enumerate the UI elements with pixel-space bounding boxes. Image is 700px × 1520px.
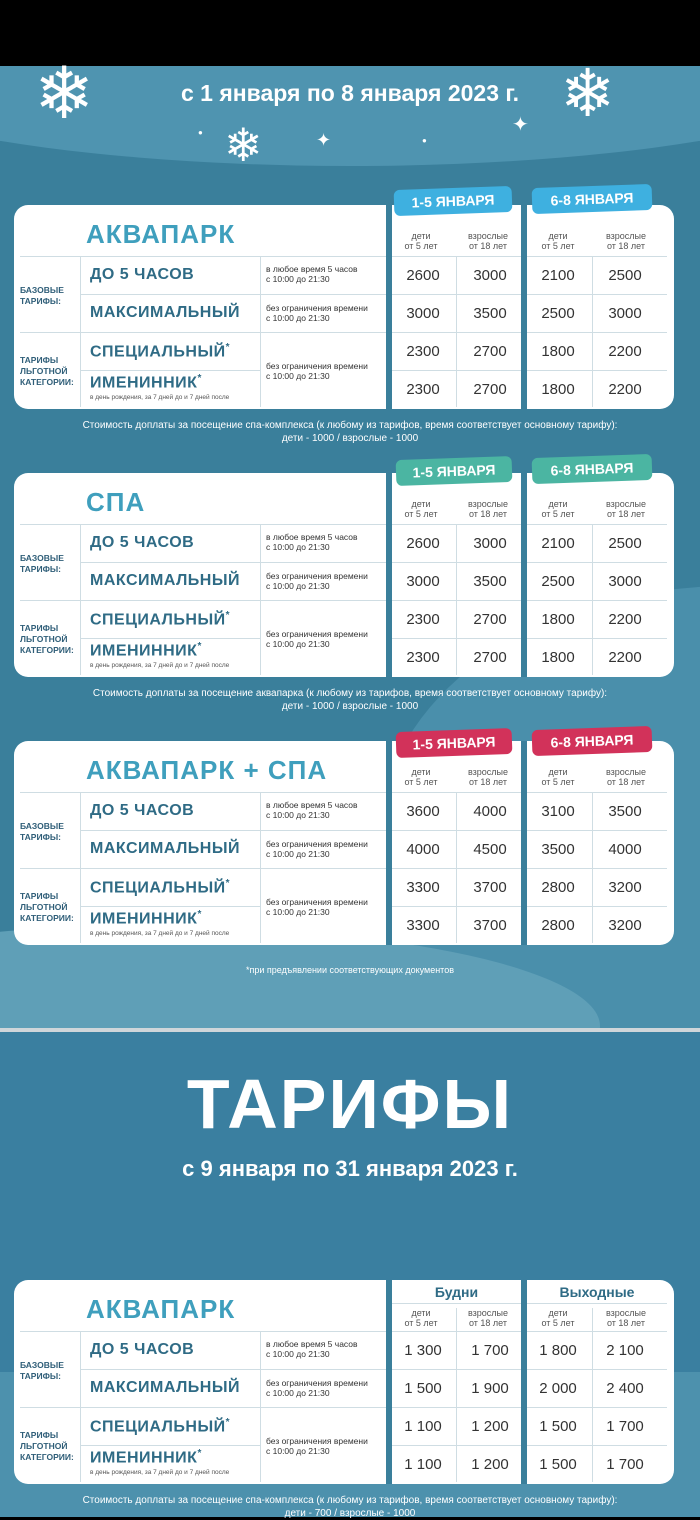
sparkle-icon: ✦ xyxy=(512,114,529,136)
adults-column-header: взрослые от 18 лет xyxy=(467,1308,509,1328)
aquapark-tariff-card xyxy=(14,205,674,409)
group-label-preferential: ТАРИФЫ ЛЬГОТНОЙ КАТЕГОРИИ: xyxy=(20,891,74,923)
card-title: АКВАПАРК xyxy=(86,219,236,249)
period-tag: 6-8 ЯНВАРЯ xyxy=(532,454,653,484)
extra-fee-prices: дети - 700 / взрослые - 1000 xyxy=(284,1508,416,1519)
row-label: ИМЕНИННИК* xyxy=(90,373,202,392)
row-description: без ограничения времени с 10:00 до 21:30 xyxy=(266,361,368,381)
row-description: без ограничения времени с 10:00 до 21:30 xyxy=(266,303,368,323)
adults-column-header: взрослые от 18 лет xyxy=(467,767,509,787)
price-cell: 1 900 xyxy=(471,1380,509,1397)
price-cell: 3500 xyxy=(473,305,507,322)
price-cell: 1 500 xyxy=(404,1380,442,1397)
row-label: СПЕЦИАЛЬНЫЙ* xyxy=(90,1417,231,1436)
price-cell: 2 400 xyxy=(606,1380,644,1397)
price-cell: 2300 xyxy=(406,611,440,628)
price-cell: 2200 xyxy=(608,343,642,360)
row-label: МАКСИМАЛЬНЫЙ xyxy=(90,1379,241,1396)
group-label-base: БАЗОВЫЕ ТАРИФЫ: xyxy=(20,821,64,842)
date-range-heading: с 1 января по 8 января 2023 г. xyxy=(180,80,520,106)
price-cell: 2500 xyxy=(541,573,575,590)
row-label: ИМЕНИННИК* xyxy=(90,909,202,928)
row-description: без ограничения времени с 10:00 до 21:30 xyxy=(266,571,368,591)
price-cell: 3500 xyxy=(541,841,575,858)
row-label: МАКСИМАЛЬНЫЙ xyxy=(90,840,241,857)
price-cell: 4500 xyxy=(473,841,507,858)
snowflake-icon: ❄ xyxy=(560,56,616,130)
row-description: без ограничения времени с 10:00 до 21:30 xyxy=(266,1436,368,1456)
kids-column-header: дети от 5 лет xyxy=(541,499,575,519)
price-cell: 3000 xyxy=(473,535,507,552)
row-label: ДО 5 ЧАСОВ xyxy=(90,802,195,819)
adults-column-header: взрослые от 18 лет xyxy=(467,499,509,519)
snowflake-icon: ❄ xyxy=(224,119,263,171)
dot-icon: ● xyxy=(422,136,427,145)
price-cell: 2500 xyxy=(541,305,575,322)
price-cell: 3600 xyxy=(406,803,440,820)
adults-column-header: взрослые от 18 лет xyxy=(605,767,647,787)
aquapark-regular-tariff-card xyxy=(14,1280,674,1484)
price-cell: 1800 xyxy=(541,381,575,398)
price-cell: 2600 xyxy=(406,267,440,284)
card-title: АКВАПАРК xyxy=(86,1294,236,1324)
kids-column-header: дети от 5 лет xyxy=(541,1308,575,1328)
price-cell: 3200 xyxy=(608,879,642,896)
row-note: в день рождения, за 7 дней до и 7 дней после xyxy=(90,930,230,937)
period-tag: 6-8 ЯНВАРЯ xyxy=(532,726,653,756)
price-cell: 3000 xyxy=(608,305,642,322)
price-cell: 1 100 xyxy=(404,1418,442,1435)
group-label-preferential: ТАРИФЫ ЛЬГОТНОЙ КАТЕГОРИИ: xyxy=(20,355,74,387)
price-cell: 4000 xyxy=(406,841,440,858)
card-title: СПА xyxy=(86,487,146,517)
extra-fee-note: Стоимость доплаты за посещение аквапарка (к любому из тарифов, время соответствует основному тарифу): xyxy=(92,688,608,699)
price-cell: 4000 xyxy=(473,803,507,820)
adults-column-header: взрослые от 18 лет xyxy=(605,499,647,519)
price-cell: 2 000 xyxy=(539,1380,577,1397)
weekends-header: Выходные xyxy=(559,1284,635,1300)
price-cell: 1 100 xyxy=(404,1456,442,1473)
adults-column-header: взрослые от 18 лет xyxy=(605,1308,647,1328)
row-description: в любое время 5 часов с 10:00 до 21:30 xyxy=(266,800,358,820)
price-cell: 3300 xyxy=(406,917,440,934)
adults-column-header: взрослые от 18 лет xyxy=(467,231,509,251)
row-description: в любое время 5 часов с 10:00 до 21:30 xyxy=(266,532,358,552)
weekdays-header: Будни xyxy=(434,1284,479,1300)
price-cell: 1 500 xyxy=(539,1456,577,1473)
row-label: СПЕЦИАЛЬНЫЙ* xyxy=(90,878,231,897)
price-cell: 3200 xyxy=(608,917,642,934)
price-cell: 3000 xyxy=(406,305,440,322)
price-cell: 1 300 xyxy=(404,1342,442,1359)
row-description: без ограничения времени с 10:00 до 21:30 xyxy=(266,839,368,859)
row-label: ИМЕНИННИК* xyxy=(90,1448,202,1467)
group-label-base: БАЗОВЫЕ ТАРИФЫ: xyxy=(20,553,64,574)
row-description: в любое время 5 часов с 10:00 до 21:30 xyxy=(266,1339,358,1359)
price-cell: 3700 xyxy=(473,879,507,896)
price-cell: 3100 xyxy=(541,803,575,820)
row-label: ДО 5 ЧАСОВ xyxy=(90,266,195,283)
price-cell: 2200 xyxy=(608,611,642,628)
price-cell: 1 700 xyxy=(606,1418,644,1435)
price-cell: 3000 xyxy=(406,573,440,590)
card-title: АКВАПАРК + СПА xyxy=(86,755,328,785)
price-cell: 2200 xyxy=(608,381,642,398)
row-label: СПЕЦИАЛЬНЫЙ* xyxy=(90,610,231,629)
extra-fee-note: Стоимость доплаты за посещение спа-комплекса (к любому из тарифов, время соответствует основному тарифу): xyxy=(82,420,618,431)
group-label-preferential: ТАРИФЫ ЛЬГОТНОЙ КАТЕГОРИИ: xyxy=(20,1430,74,1462)
price-cell: 2800 xyxy=(541,879,575,896)
extra-fee-prices: дети - 1000 / взрослые - 1000 xyxy=(281,433,419,444)
price-cell: 3500 xyxy=(473,573,507,590)
dot-icon: ● xyxy=(198,128,203,137)
group-label-base: БАЗОВЫЕ ТАРИФЫ: xyxy=(20,285,64,306)
tariffs-heading: ТАРИФЫ xyxy=(186,1065,514,1143)
price-cell: 1 200 xyxy=(471,1418,509,1435)
kids-column-header: дети от 5 лет xyxy=(541,767,575,787)
extra-fee-note: Стоимость доплаты за посещение спа-комплекса (к любому из тарифов, время соответствует основному тарифу): xyxy=(82,1495,618,1506)
price-cell: 2700 xyxy=(473,343,507,360)
row-label: ДО 5 ЧАСОВ xyxy=(90,534,195,551)
price-cell: 2100 xyxy=(541,267,575,284)
price-cell: 2 100 xyxy=(606,1342,644,1359)
aquapark-spa-tariff-card xyxy=(14,741,674,945)
price-cell: 3700 xyxy=(473,917,507,934)
adults-column-header: взрослые от 18 лет xyxy=(605,231,647,251)
row-note: в день рождения, за 7 дней до и 7 дней после xyxy=(90,662,230,669)
price-cell: 1800 xyxy=(541,611,575,628)
price-cell: 2700 xyxy=(473,649,507,666)
period-tag: 1-5 ЯНВАРЯ xyxy=(396,456,513,486)
extra-fee-prices: дети - 1000 / взрослые - 1000 xyxy=(281,701,419,712)
price-cell: 2700 xyxy=(473,381,507,398)
date-range-heading: с 9 января по 31 января 2023 г. xyxy=(182,1156,518,1181)
price-cell: 2500 xyxy=(608,267,642,284)
period-tag: 6-8 ЯНВАРЯ xyxy=(532,184,653,214)
kids-column-header: дети от 5 лет xyxy=(404,1308,438,1328)
price-cell: 1 700 xyxy=(606,1456,644,1473)
price-cell: 1 800 xyxy=(539,1342,577,1359)
price-cell: 2100 xyxy=(541,535,575,552)
row-note: в день рождения, за 7 дней до и 7 дней после xyxy=(90,394,230,401)
kids-column-header: дети от 5 лет xyxy=(404,231,438,251)
row-description: в любое время 5 часов с 10:00 до 21:30 xyxy=(266,264,358,284)
kids-column-header: дети от 5 лет xyxy=(404,499,438,519)
kids-column-header: дети от 5 лет xyxy=(541,231,575,251)
price-cell: 1 500 xyxy=(539,1418,577,1435)
price-cell: 2500 xyxy=(608,535,642,552)
price-cell: 2600 xyxy=(406,535,440,552)
group-label-base: БАЗОВЫЕ ТАРИФЫ: xyxy=(20,1360,64,1381)
sparkle-icon: ✦ xyxy=(316,130,332,150)
price-cell: 3300 xyxy=(406,879,440,896)
price-cell: 4000 xyxy=(608,841,642,858)
row-description: без ограничения времени с 10:00 до 21:30 xyxy=(266,629,368,649)
row-label: МАКСИМАЛЬНЫЙ xyxy=(90,572,241,589)
row-description: без ограничения времени с 10:00 до 21:30 xyxy=(266,1378,368,1398)
spa-tariff-card xyxy=(14,473,674,677)
price-cell: 1800 xyxy=(541,343,575,360)
price-cell: 2800 xyxy=(541,917,575,934)
price-cell: 1800 xyxy=(541,649,575,666)
row-description: без ограничения времени с 10:00 до 21:30 xyxy=(266,897,368,917)
price-cell: 1 700 xyxy=(471,1342,509,1359)
snowflake-icon: ❄ xyxy=(34,54,95,134)
row-note: в день рождения, за 7 дней до и 7 дней после xyxy=(90,1469,230,1476)
price-cell: 1 200 xyxy=(471,1456,509,1473)
period-tag: 1-5 ЯНВАРЯ xyxy=(396,728,513,758)
row-label: СПЕЦИАЛЬНЫЙ* xyxy=(90,342,231,361)
price-cell: 3000 xyxy=(473,267,507,284)
row-label: МАКСИМАЛЬНЫЙ xyxy=(90,304,241,321)
price-cell: 2200 xyxy=(608,649,642,666)
row-label: ДО 5 ЧАСОВ xyxy=(90,1341,195,1358)
row-label: ИМЕНИННИК* xyxy=(90,641,202,660)
group-label-preferential: ТАРИФЫ ЛЬГОТНОЙ КАТЕГОРИИ: xyxy=(20,623,74,655)
price-cell: 2300 xyxy=(406,649,440,666)
price-cell: 2300 xyxy=(406,343,440,360)
documents-footnote: *при предъявлении соответствующих документов xyxy=(245,965,454,975)
period-tag: 1-5 ЯНВАРЯ xyxy=(394,186,513,216)
price-cell: 3500 xyxy=(608,803,642,820)
kids-column-header: дети от 5 лет xyxy=(404,767,438,787)
price-cell: 2700 xyxy=(473,611,507,628)
price-cell: 3000 xyxy=(608,573,642,590)
price-cell: 2300 xyxy=(406,381,440,398)
